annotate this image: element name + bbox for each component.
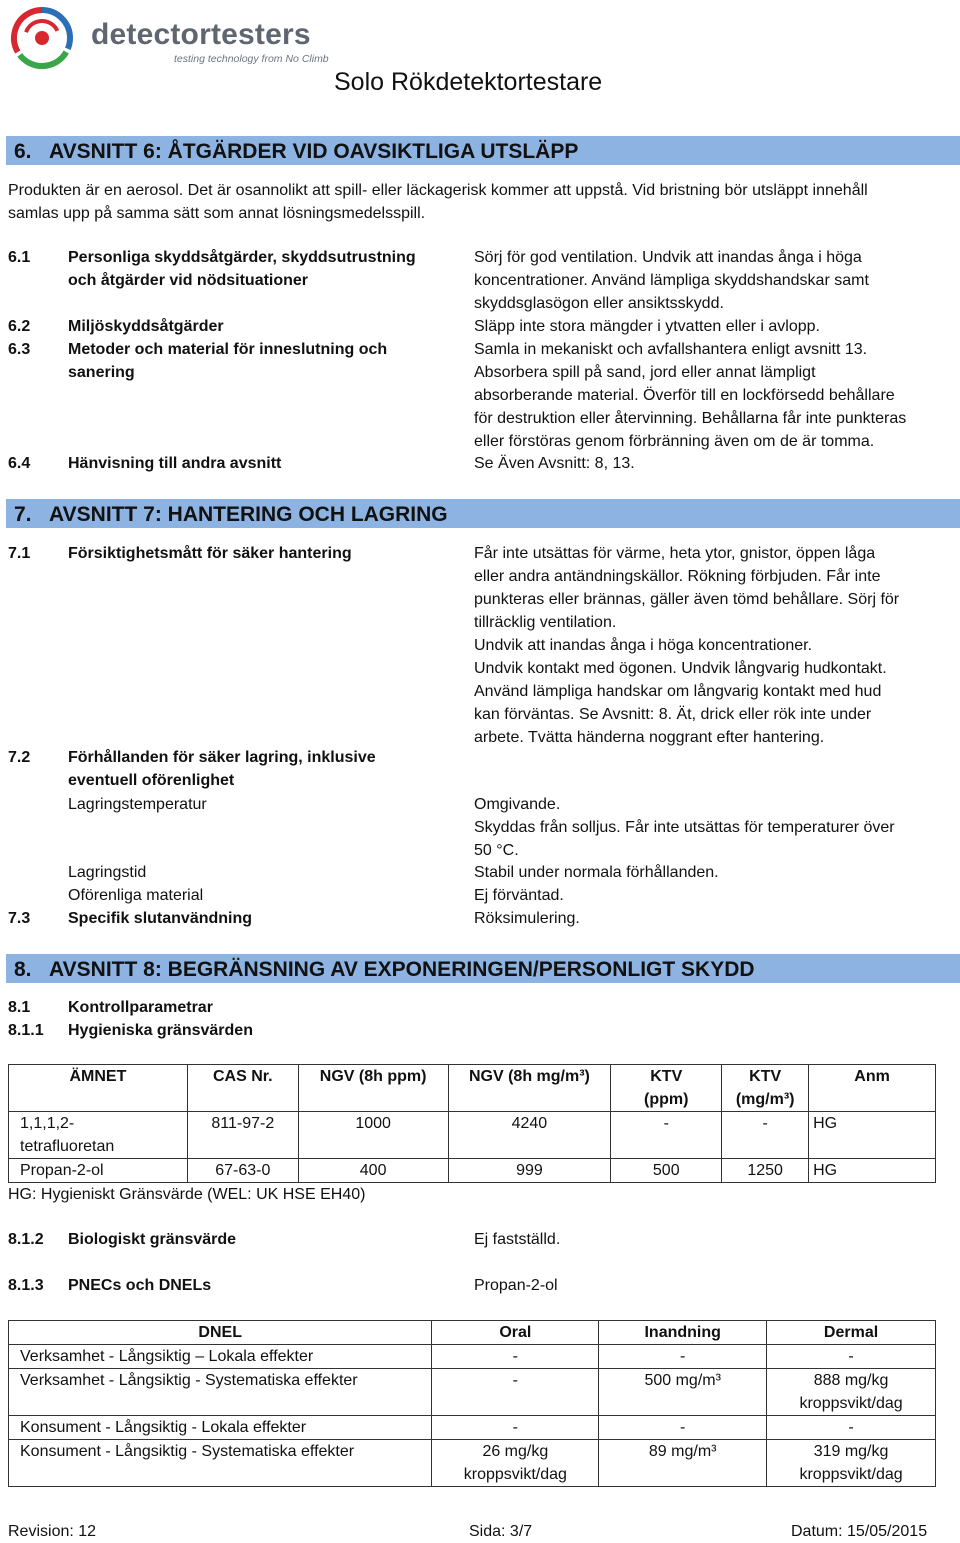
column-header: Anm <box>809 1065 936 1112</box>
item-number: 7.2 <box>8 749 31 766</box>
value-line: skyddsglasögon eller ansiktsskydd. <box>474 295 724 312</box>
column-header <box>722 1065 809 1112</box>
table-note: HG: Hygieniskt Gränsvärde (WEL: UK HSE EH40) <box>8 1186 366 1203</box>
value-line: för destruktion eller återvinning. Behållarna får inte punkteras <box>474 410 907 427</box>
label-line: Personliga skyddsåtgärder, skyddsutrustning <box>68 249 416 266</box>
cell-line: 1,1,1,2- <box>20 1115 75 1132</box>
footer-page: Sida: 3/7 <box>469 1523 533 1540</box>
table-cell: 4240 <box>448 1112 611 1159</box>
exposure-limits-table <box>8 1064 936 1183</box>
table-cell: 500 <box>611 1159 722 1183</box>
cell-line: 888 mg/kg <box>813 1372 889 1389</box>
item-label-8-1: Kontrollparametrar <box>68 999 213 1016</box>
section-6-intro <box>8 179 868 225</box>
item-value-6-4: Se Även Avsnitt: 8, 13. <box>474 455 635 472</box>
section-7-title: AVSNITT 7: HANTERING OCH LAGRING <box>49 503 448 526</box>
table-cell: - <box>432 1416 599 1440</box>
value-line: Får inte utsättas för värme, heta ytor, gnistor, öppen låga <box>474 545 876 562</box>
item-label-6-4: Hänvisning till andra avsnitt <box>68 455 282 472</box>
item-number: 6.3 <box>8 341 31 358</box>
label-line: eventuell oförenlighet <box>68 772 235 789</box>
table-cell: - <box>767 1416 936 1440</box>
section-6-number: 6. <box>14 140 32 163</box>
table-cell: 999 <box>448 1159 611 1183</box>
header-line: (ppm) <box>644 1091 689 1108</box>
value-line: eller förstöras genom förbränning även om de är tomma. <box>474 433 875 450</box>
table-cell: Verksamhet - Långsiktig – Lokala effekter <box>9 1345 432 1369</box>
table-row <box>9 1345 936 1369</box>
cell-line: 319 mg/kg <box>813 1443 889 1460</box>
table-cell: - <box>611 1112 722 1159</box>
table-row <box>9 1159 936 1183</box>
intro-line: samlas upp på samma sätt som annat lösningsmedelsspill. <box>8 205 426 222</box>
item-value-8-1-2: Ej fastställd. <box>474 1231 561 1248</box>
table-cell: Verksamhet - Långsiktig - Systematiska effekter <box>9 1369 432 1416</box>
table-cell: - <box>767 1345 936 1369</box>
table-cell: - <box>432 1345 599 1369</box>
item-label-7-3: Specifik slutanvändning <box>68 910 253 927</box>
table-row <box>9 1440 936 1487</box>
brand-prefix: detector <box>91 18 211 51</box>
value-line: Skyddas från solljus. Får inte utsättas för temperaturer över <box>474 819 895 836</box>
cell-line: 26 mg/kg <box>482 1443 549 1460</box>
section-8-bar <box>6 954 960 983</box>
dnel-table <box>8 1320 936 1487</box>
item-label-6-3 <box>68 338 387 384</box>
column-header <box>611 1065 722 1112</box>
footer-revision: Revision: 12 <box>8 1523 97 1540</box>
value-line: koncentrationer. Använd lämpliga skyddshandskar samt <box>474 272 869 289</box>
section-7-bar <box>6 499 960 528</box>
value-line: Omgivande. <box>474 796 561 813</box>
item-label-8-1-2: Biologiskt gränsvärde <box>68 1231 237 1248</box>
value-line: Undvik att inandas ånga i höga koncentrationer. <box>474 637 813 654</box>
column-header: Oral <box>432 1321 599 1345</box>
section-6-bar <box>6 136 960 165</box>
logo-rings-icon <box>8 4 84 70</box>
table-cell: Konsument - Långsiktig - Systematiska effekter <box>9 1440 432 1487</box>
item-number: 6.1 <box>8 249 31 266</box>
cell-line: kroppsvikt/dag <box>799 1395 903 1412</box>
footer-date: Datum: 15/05/2015 <box>791 1523 928 1540</box>
section-7-number: 7. <box>14 503 32 526</box>
header-line: KTV <box>650 1068 683 1085</box>
value-line: 50 °C. <box>474 842 519 859</box>
section-8-number: 8. <box>14 958 32 981</box>
value-line: absorberande material. Överför till en lockförsedd behållare <box>474 387 895 404</box>
table-cell: 67-63-0 <box>187 1159 298 1183</box>
value-line: Sörj för god ventilation. Undvik att inandas ånga i höga <box>474 249 862 266</box>
item-label-7-2 <box>68 746 376 792</box>
table-cell: 811-97-2 <box>187 1112 298 1159</box>
item-number: 6.2 <box>8 318 31 335</box>
value-line: Samla in mekaniskt och avfallshantera enligt avsnitt 13. <box>474 341 868 358</box>
table-cell: Propan-2-ol <box>9 1159 188 1183</box>
column-header: Dermal <box>767 1321 936 1345</box>
item-number: 8.1.1 <box>8 1022 44 1039</box>
table-cell: - <box>432 1369 599 1416</box>
item-value-7-3: Röksimulering. <box>474 910 580 927</box>
label-line: Förhållanden för säker lagring, inklusive <box>68 749 376 766</box>
column-header: NGV (8h ppm) <box>298 1065 448 1112</box>
label-line: Metoder och material för inneslutning och <box>68 341 388 358</box>
table-cell: Konsument - Långsiktig - Lokala effekter <box>9 1416 432 1440</box>
column-header: DNEL <box>9 1321 432 1345</box>
table-header-row <box>9 1321 936 1345</box>
value-line: punkteras eller brännas, gäller även tömd behållare. Sörj för <box>474 591 900 608</box>
column-header: ÄMNET <box>9 1065 188 1112</box>
item-label-8-1-3: PNECs och DNELs <box>68 1277 212 1294</box>
product-title: Solo Rökdetektortestare <box>334 68 603 96</box>
section-6-title: AVSNITT 6: ÅTGÄRDER VID OAVSIKTLIGA UTSLÄPP <box>49 140 579 163</box>
item-number: 7.1 <box>8 545 31 562</box>
value-line: Undvik kontakt med ögonen. Undvik långvarig hudkontakt. <box>474 660 887 677</box>
brand-tagline: testing technology from No Climb <box>174 53 329 65</box>
table-cell: 1000 <box>298 1112 448 1159</box>
table-cell: - <box>722 1112 809 1159</box>
table-header-row <box>9 1065 936 1112</box>
value-line: kan förväntas. Se Avsnitt: 8. Ät, drick eller rök inte under <box>474 706 872 723</box>
label-line: sanering <box>68 364 135 381</box>
intro-line: Produkten är en aerosol. Det är osannolikt att spill- eller läckagerisk kommer att uppstå. Vid bristning bör utsläppt innehåll <box>8 182 868 199</box>
table-cell: 400 <box>298 1159 448 1183</box>
table-row <box>9 1112 936 1159</box>
item-value-6-2: Släpp inte stora mängder i ytvatten eller i avlopp. <box>474 318 820 335</box>
item-label-6-1 <box>68 246 416 292</box>
table-cell: 500 mg/m³ <box>599 1369 767 1416</box>
table-cell: HG <box>809 1159 936 1183</box>
incompatible-materials-label: Oförenliga material <box>68 887 204 904</box>
item-value-6-3 <box>474 338 906 453</box>
item-number: 8.1.3 <box>8 1277 44 1294</box>
storage-time-label: Lagringstid <box>68 864 147 881</box>
item-value-8-1-3: Propan-2-ol <box>474 1277 558 1294</box>
table-cell <box>432 1440 599 1487</box>
column-header: Inandning <box>599 1321 767 1345</box>
company-logo <box>8 4 338 70</box>
value-line: tillräcklig ventilation. <box>474 614 617 631</box>
item-label-7-1: Försiktighetsmått för säker hantering <box>68 545 352 562</box>
header-line: (mg/m³) <box>735 1091 795 1108</box>
column-header: CAS Nr. <box>187 1065 298 1112</box>
cell-line: tetrafluoretan <box>20 1138 115 1155</box>
table-cell: - <box>599 1416 767 1440</box>
item-label-6-2: Miljöskyddsåtgärder <box>68 318 224 335</box>
label-line: och åtgärder vid nödsituationer <box>68 272 309 289</box>
cell-line: kroppsvikt/dag <box>463 1466 567 1483</box>
item-number: 7.3 <box>8 910 31 927</box>
table-cell: HG <box>809 1112 936 1159</box>
item-number: 8.1.2 <box>8 1231 44 1248</box>
value-line: Absorbera spill på sand, jord eller annat lämpligt <box>474 364 816 381</box>
table-cell <box>767 1369 936 1416</box>
item-label-8-1-1: Hygieniska gränsvärden <box>68 1022 253 1039</box>
item-value-7-1 <box>474 542 899 749</box>
table-cell <box>9 1112 188 1159</box>
value-line: arbete. Tvätta händerna noggrant efter hantering. <box>474 729 825 746</box>
incompatible-materials-value: Ej förväntad. <box>474 887 564 904</box>
section-8-title: AVSNITT 8: BEGRÄNSNING AV EXPONERINGEN/PERSONLIGT SKYDD <box>49 958 755 981</box>
table-cell: 1250 <box>722 1159 809 1183</box>
header-line: KTV <box>749 1068 782 1085</box>
item-value-6-1 <box>474 246 869 315</box>
brand-name <box>91 18 311 52</box>
storage-time-value: Stabil under normala förhållanden. <box>474 864 719 881</box>
value-line: Använd lämpliga handskar om långvarig kontakt med hud <box>474 683 882 700</box>
table-cell: 89 mg/m³ <box>599 1440 767 1487</box>
brand-suffix: testers <box>210 18 311 51</box>
storage-temperature-value <box>474 793 895 862</box>
table-row <box>9 1369 936 1416</box>
cell-line: kroppsvikt/dag <box>799 1466 903 1483</box>
table-cell: - <box>599 1345 767 1369</box>
storage-temperature-label: Lagringstemperatur <box>68 796 207 813</box>
table-cell <box>767 1440 936 1487</box>
item-number: 6.4 <box>8 455 31 472</box>
column-header: NGV (8h mg/m³) <box>448 1065 611 1112</box>
table-row <box>9 1416 936 1440</box>
item-number: 8.1 <box>8 999 31 1016</box>
value-line: eller andra antändningskällor. Rökning förbjuden. Får inte <box>474 568 881 585</box>
